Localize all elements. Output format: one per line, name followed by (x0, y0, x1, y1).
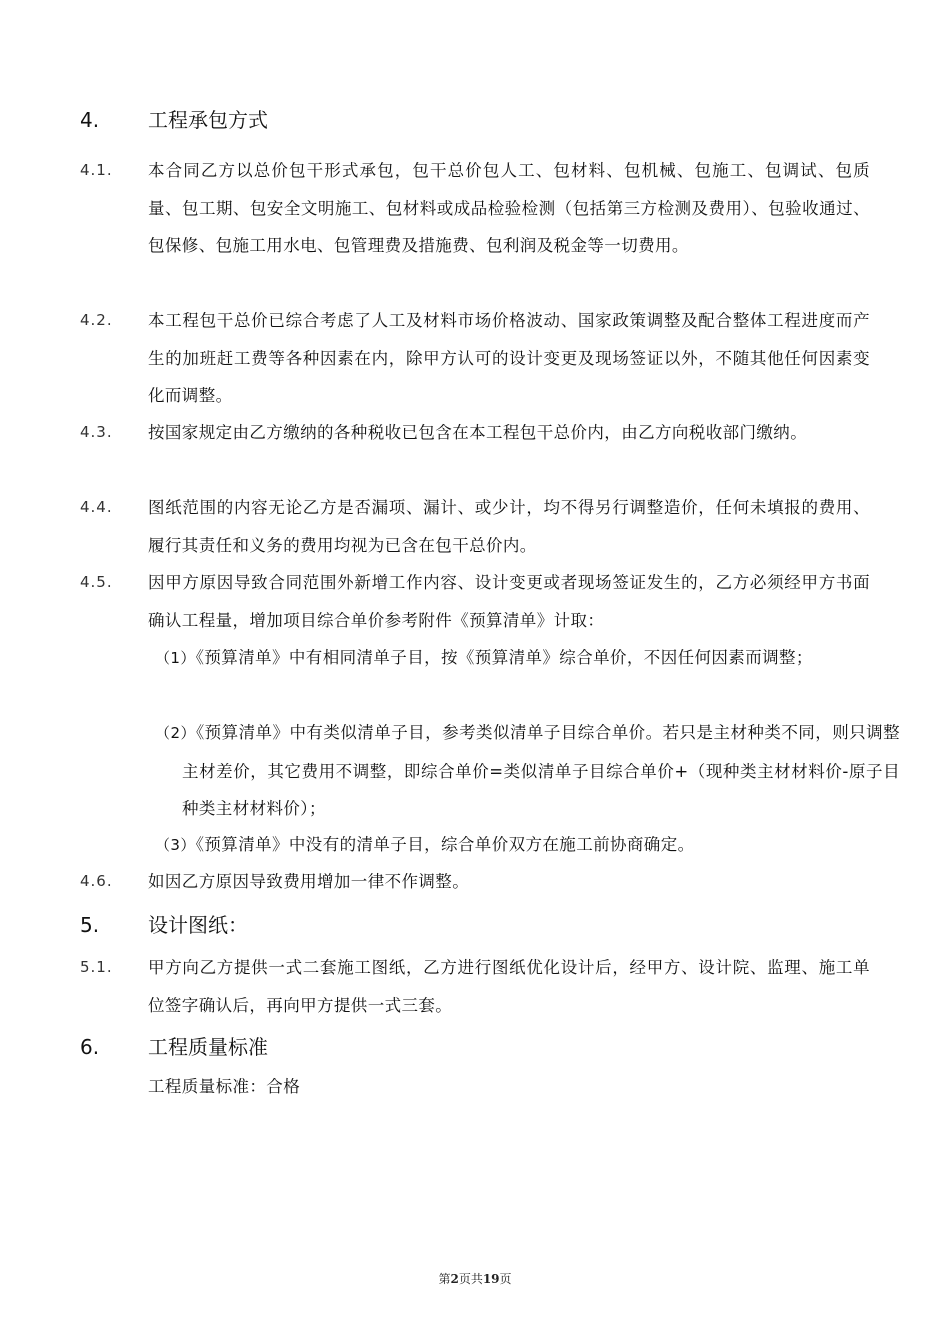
section-heading-4 (80, 106, 268, 134)
clause-number: 5.1. (80, 958, 113, 976)
sub-item-text: 《预算清单》中有相同清单子目，按《预算清单》综合单价，不因任何因素而调整； (195, 648, 813, 667)
footer-middle: 页共 (458, 1272, 483, 1286)
section-title: 工程质量标准 (148, 1035, 268, 1059)
footer-prefix: 第 (438, 1272, 451, 1286)
clause-4-2 (80, 302, 870, 415)
section-number: 6. (80, 1035, 100, 1059)
clause-number: 4.4. (80, 498, 113, 516)
sub-item-3 (155, 826, 900, 865)
sub-item-number: （2） (155, 724, 196, 742)
sub-item-text: 《预算清单》中有类似清单子目，参考类似清单子目综合单价。若只是主材种类不同，则只调整主材差价，其它费用不调整，即综合单价=类似清单子目综合单价+（现种类主材材料价-原子目种类主材材料价）； (182, 723, 900, 818)
section-number: 5. (80, 913, 100, 937)
clause-4-6 (80, 863, 870, 901)
clause-number: 4.2. (80, 311, 113, 329)
sub-item-text: 《预算清单》中没有的清单子目，综合单价双方在施工前协商确定。 (195, 835, 695, 854)
clause-text: 本工程包干总价已综合考虑了人工及材料市场价格波动、国家政策调整及配合整体工程进度而产生的加班赶工费等各种因素在内，除甲方认可的设计变更及现场签证以外，不随其他任何因素变化而调整。 (148, 311, 870, 405)
clause-text: 本合同乙方以总价包干形式承包，包干总价包人工、包材料、包机械、包施工、包调试、包质量、包工期、包安全文明施工、包材料或成品检验检测（包括第三方检测及费用）、包验收通过、包保修、包施工用水电、包管理费及措施费、包利润及税金等一切费用。 (148, 161, 870, 255)
clause-text: 因甲方原因导致合同范围外新增工作内容、设计变更或者现场签证发生的，乙方必须经甲方书面确认工程量，增加项目综合单价参考附件《预算清单》计取： (148, 573, 870, 630)
footer-suffix: 页 (499, 1272, 512, 1286)
current-page-number: 2 (450, 1272, 459, 1286)
section-heading-5 (80, 911, 248, 939)
clause-number: 4.6. (80, 872, 113, 890)
section-number: 4. (80, 108, 100, 132)
clause-text: 图纸范围的内容无论乙方是否漏项、漏计、或少计，均不得另行调整造价，任何未填报的费用、履行其责任和义务的费用均视为已含在包干总价内。 (148, 498, 870, 555)
clause-number: 4.1. (80, 161, 113, 179)
clause-number: 4.5. (80, 573, 113, 591)
clause-text: 按国家规定由乙方缴纳的各种税收已包含在本工程包干总价内，由乙方向税收部门缴纳。 (148, 423, 808, 442)
clause-text: 如因乙方原因导致费用增加一律不作调整。 (148, 872, 470, 891)
clause-4-1 (80, 152, 870, 265)
section-heading-6 (80, 1033, 268, 1061)
total-pages-number: 19 (482, 1272, 500, 1286)
clause-4-4 (80, 489, 870, 564)
quality-standard-text: 工程质量标准：合格 (148, 1077, 301, 1096)
sub-item-number: （1） (155, 649, 196, 667)
sub-item-1 (155, 639, 900, 678)
sub-item-2 (155, 714, 900, 828)
section-title: 工程承包方式 (148, 108, 268, 132)
clause-4-3 (80, 414, 870, 452)
clause-5-1 (80, 949, 870, 1024)
clause-number: 4.3. (80, 423, 113, 441)
sub-item-number: （3） (155, 836, 196, 854)
page-footer (0, 1270, 950, 1287)
clause-text: 甲方向乙方提供一式二套施工图纸，乙方进行图纸优化设计后，经甲方、设计院、监理、施工单位签字确认后，再向甲方提供一式三套。 (148, 958, 870, 1015)
clause-4-5 (80, 564, 870, 639)
section-title: 设计图纸： (148, 913, 248, 937)
